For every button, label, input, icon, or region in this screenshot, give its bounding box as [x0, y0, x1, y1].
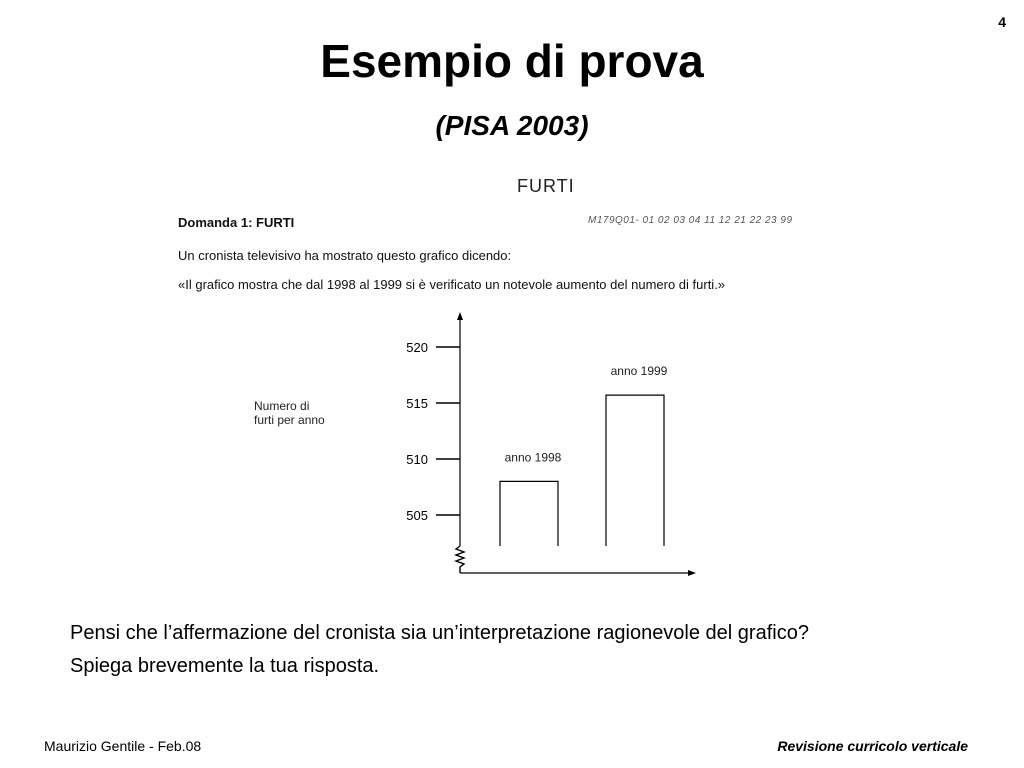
- y-axis-ticks: [406, 340, 460, 523]
- bar-label-0: anno 1998: [504, 450, 562, 465]
- y-tick-label-505: 505: [406, 508, 428, 523]
- slide-title: Esempio di prova: [320, 35, 704, 87]
- bar-0: [500, 481, 558, 546]
- section-title: FURTI: [517, 176, 575, 196]
- y-axis-break: [456, 546, 464, 573]
- question-prompt-line-2: Spiega brevemente la tua risposta.: [70, 655, 380, 677]
- page-number: 4: [998, 14, 1006, 30]
- question-code-reference: M179Q01- 01 02 03 04 11 12 21 22 23 99: [588, 215, 793, 226]
- chart-bars: [500, 364, 668, 546]
- robbery-bar-chart: [240, 300, 720, 590]
- footer-author: Maurizio Gentile - Feb.08: [44, 738, 202, 754]
- question-title: Domanda 1: FURTI: [178, 215, 295, 230]
- y-tick-label-510: 510: [406, 452, 428, 467]
- question-intro: Un cronista televisivo ha mostrato questo grafico dicendo:: [178, 248, 512, 263]
- y-axis-label-line-1: Numero di: [254, 399, 310, 413]
- x-axis-arrow: [688, 570, 696, 576]
- question-prompt-line-1: Pensi che l’affermazione del cronista sia un’interpretazione ragionevole del grafico?: [70, 622, 809, 644]
- y-axis-label-line-2: furti per anno: [254, 413, 325, 427]
- bar-label-1: anno 1999: [610, 364, 668, 379]
- y-axis-arrow: [457, 312, 463, 320]
- reporter-quote: «Il grafico mostra che dal 1998 al 1999 si è verificato un notevole aumento del numero di furti.»: [178, 277, 726, 292]
- y-tick-label-520: 520: [406, 340, 428, 355]
- bar-1: [606, 395, 664, 546]
- footer-course: Revisione curricolo verticale: [777, 738, 968, 754]
- slide-subtitle: (PISA 2003): [435, 110, 589, 141]
- y-tick-label-515: 515: [406, 396, 428, 411]
